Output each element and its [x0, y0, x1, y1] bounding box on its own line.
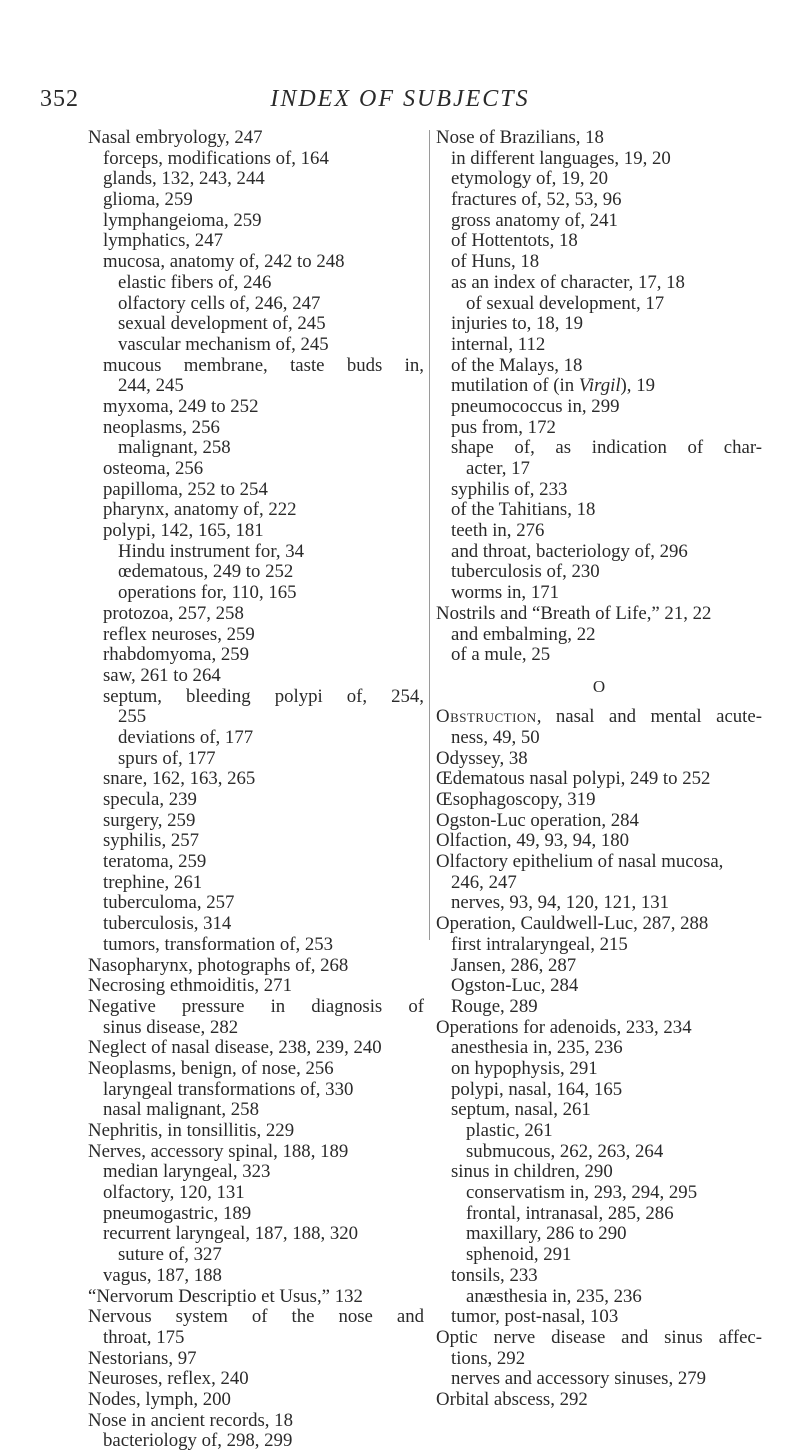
index-column-right — [436, 128, 762, 1411]
index-subentry: tuberculosis of, 230 — [451, 561, 600, 583]
index-subentry: internal, 112 — [451, 333, 546, 355]
index-entry-continuation: 255 — [118, 706, 147, 728]
index-subentry: lymphatics, 247 — [103, 230, 223, 252]
index-subentry: Hindu instrument for, 34 — [118, 540, 304, 562]
index-entry: Necrosing ethmoiditis, 271 — [88, 975, 292, 997]
index-subentry: anesthesia in, 235, 236 — [451, 1037, 623, 1059]
index-subentry: malignant, 258 — [118, 437, 231, 459]
index-subentry: sphenoid, 291 — [466, 1244, 572, 1266]
index-subentry: in different languages, 19, 20 — [451, 147, 671, 169]
index-subentry: of Hottentots, 18 — [451, 230, 578, 252]
index-subentry: deviations of, 177 — [118, 726, 254, 748]
index-subentry: median laryngeal, 323 — [103, 1161, 271, 1183]
index-subentry: elastic fibers of, 246 — [118, 271, 272, 293]
index-entry-continuation: throat, 175 — [103, 1326, 185, 1348]
entry-headword: Obstruction — [436, 706, 537, 728]
index-subentry: Jansen, 286, 287 — [451, 954, 577, 976]
index-subentry: mucous membrane, taste buds in, — [103, 354, 424, 376]
index-subentry: of sexual development, 17 — [466, 292, 665, 314]
index-subentry: polypi, 142, 165, 181 — [103, 520, 264, 542]
section-letter: O — [592, 676, 606, 696]
running-head: INDEX OF SUBJECTS — [270, 86, 530, 112]
index-entry-continuation: sinus disease, 282 — [103, 1016, 239, 1038]
index-subentry: recurrent laryngeal, 187, 188, 320 — [103, 1223, 359, 1245]
index-entry: Neoplasms, benign, of nose, 256 — [88, 1057, 334, 1079]
index-subentry: Rouge, 289 — [451, 995, 538, 1017]
index-entry: Olfaction, 49, 93, 94, 180 — [436, 830, 630, 852]
index-subentry: anæsthesia in, 235, 236 — [466, 1285, 642, 1307]
index-subentry: frontal, intranasal, 285, 286 — [466, 1202, 674, 1224]
index-subentry: trephine, 261 — [103, 871, 203, 893]
index-entry-continuation: acter, 17 — [466, 458, 530, 479]
index-subentry: tonsils, 233 — [451, 1264, 538, 1286]
index-subentry: rhabdomyoma, 259 — [103, 644, 250, 666]
index-subentry: nasal malignant, 258 — [103, 1099, 259, 1121]
index-subentry: of the Tahitians, 18 — [451, 499, 596, 521]
index-subentry: vagus, 187, 188 — [103, 1264, 222, 1286]
index-subentry: Ogston-Luc, 284 — [451, 975, 579, 997]
index-subentry: teeth in, 276 — [451, 520, 545, 542]
index-entry: Operations for adenoids, 233, 234 — [436, 1016, 692, 1038]
index-subentry: neoplasms, 256 — [103, 416, 220, 438]
index-entry: Ogston-Luc operation, 284 — [436, 809, 639, 831]
italic-title: Virgil — [578, 375, 621, 397]
index-subentry: olfactory, 120, 131 — [103, 1182, 245, 1204]
index-subentry: œdematous, 249 to 252 — [118, 561, 294, 583]
section-letter-heading — [436, 666, 762, 707]
index-subentry: worms in, 171 — [451, 582, 559, 604]
index-subentry: olfactory cells of, 246, 247 — [118, 292, 321, 314]
index-subentry: papilloma, 252 to 254 — [103, 478, 268, 500]
index-entry: Nasal embryology, 247 — [88, 127, 263, 148]
index-subentry: maxillary, 286 to 290 — [466, 1223, 627, 1245]
index-subentry: on hypophysis, 291 — [451, 1057, 598, 1079]
index-entry-continuation: tions, 292 — [451, 1347, 526, 1369]
index-subentry: suture of, 327 — [118, 1244, 222, 1266]
index-subentry: glands, 132, 243, 244 — [103, 168, 265, 190]
index-subentry: and throat, bacteriology of, 296 — [451, 540, 688, 562]
index-subentry: snare, 162, 163, 265 — [103, 768, 256, 790]
index-subentry: syphilis, 257 — [103, 830, 200, 852]
index-subentry: tumors, transformation of, 253 — [103, 933, 334, 955]
index-subentry: protozoa, 257, 258 — [103, 602, 244, 624]
index-subentry: specula, 239 — [103, 789, 197, 810]
page-number: 352 — [40, 86, 79, 112]
index-entry: Nose in ancient records, 18 — [88, 1409, 293, 1431]
index-subentry: tumor, post-nasal, 103 — [451, 1306, 619, 1328]
index-subentry: sexual development of, 245 — [118, 313, 326, 335]
index-subentry: operations for, 110, 165 — [118, 582, 297, 604]
index-subentry: septum, nasal, 261 — [451, 1099, 591, 1121]
index-entry: Olfactory epithelium of nasal mucosa, — [436, 851, 724, 873]
index-subentry: tuberculoma, 257 — [103, 892, 235, 914]
index-subentry: pneumogastric, 189 — [103, 1202, 252, 1224]
index-entry: Nose of Brazilians, 18 — [436, 127, 604, 148]
index-subentry: laryngeal transformations of, 330 — [103, 1078, 354, 1100]
page-header — [0, 0, 800, 130]
index-subentry: of Huns, 18 — [451, 251, 540, 273]
index-subentry: bacteriology of, 298, 299 — [103, 1430, 293, 1452]
index-subentry: nerves and accessory sinuses, 279 — [451, 1368, 707, 1390]
index-subentry: and embalming, 22 — [451, 623, 596, 645]
index-entry: Nephritis, in tonsillitis, 229 — [88, 1120, 295, 1141]
index-entry: “Nervorum Descriptio et Usus,” 132 — [88, 1285, 363, 1307]
index-subentry: forceps, modifications of, 164 — [103, 147, 329, 169]
index-entry: Odyssey, 38 — [436, 747, 528, 769]
column-divider — [429, 130, 430, 940]
index-subentry: mucosa, anatomy of, 242 to 248 — [103, 251, 345, 273]
index-subentry: tuberculosis, 314 — [103, 913, 232, 935]
index-entry: Neuroses, reflex, 240 — [88, 1368, 249, 1390]
index-entry: Nostrils and “Breath of Life,” 21, 22 — [436, 602, 712, 624]
index-subentry: spurs of, 177 — [118, 747, 216, 769]
index-subentry: myxoma, 249 to 252 — [103, 395, 259, 417]
index-entry: Operation, Cauldwell-Luc, 287, 288 — [436, 913, 709, 935]
index-subentry: of the Malays, 18 — [451, 354, 583, 376]
index-subentry: nerves, 93, 94, 120, 121, 131 — [451, 892, 670, 914]
index-entry: Nasopharynx, photographs of, 268 — [88, 954, 349, 976]
index-entry: Nestorians, 97 — [88, 1347, 197, 1369]
index-column-left — [88, 128, 424, 1452]
index-entry: Nerves, accessory spinal, 188, 189 — [88, 1140, 349, 1162]
index-subentry: glioma, 259 — [103, 189, 193, 211]
index-subentry: plastic, 261 — [466, 1120, 553, 1142]
index-subentry: polypi, nasal, 164, 165 — [451, 1078, 623, 1100]
index-subentry: submucous, 262, 263, 264 — [466, 1140, 664, 1162]
index-entry-continuation: 246, 247 — [451, 871, 517, 893]
index-subentry: conservatism in, 293, 294, 295 — [466, 1182, 698, 1204]
index-entry: Obstruction, nasal and mental acute- — [436, 706, 762, 728]
index-subentry: surgery, 259 — [103, 809, 196, 831]
index-subentry: etymology of, 19, 20 — [451, 168, 609, 190]
index-subentry: mutilation of (in Virgil), 19 — [451, 375, 655, 397]
index-entry-continuation: ness, 49, 50 — [451, 726, 540, 748]
index-entry: Œdematous nasal polypi, 249 to 252 — [436, 768, 711, 790]
index-subentry: as an index of character, 17, 18 — [451, 271, 685, 293]
index-subentry: saw, 261 to 264 — [103, 664, 221, 686]
index-entry: Orbital abscess, 292 — [436, 1388, 588, 1410]
index-subentry: first intralaryngeal, 215 — [451, 933, 628, 955]
index-subentry: pus from, 172 — [451, 416, 556, 438]
index-entry: Optic nerve disease and sinus affec- — [436, 1326, 762, 1348]
index-subentry: of a mule, 25 — [451, 644, 551, 666]
index-subentry: lymphangeioma, 259 — [103, 209, 262, 231]
index-subentry: syphilis of, 233 — [451, 478, 568, 500]
index-subentry: pneumococcus in, 299 — [451, 395, 620, 417]
index-subentry: osteoma, 256 — [103, 458, 204, 479]
index-subentry: sinus in children, 290 — [451, 1161, 613, 1183]
index-entry: Negative pressure in diagnosis of — [88, 995, 424, 1017]
index-subentry: fractures of, 52, 53, 96 — [451, 189, 622, 211]
index-subentry: vascular mechanism of, 245 — [118, 333, 329, 355]
index-entry: Nervous system of the nose and — [88, 1306, 424, 1328]
index-entry: Neglect of nasal disease, 238, 239, 240 — [88, 1037, 382, 1059]
index-subentry: pharynx, anatomy of, 222 — [103, 499, 297, 521]
index-subentry: gross anatomy of, 241 — [451, 209, 618, 231]
index-subentry: septum, bleeding polypi of, 254, — [103, 685, 424, 707]
index-entry-continuation: 244, 245 — [118, 375, 184, 397]
index-subentry: injuries to, 18, 19 — [451, 313, 583, 335]
index-subentry: shape of, as indication of char- — [451, 437, 762, 459]
index-entry: Nodes, lymph, 200 — [88, 1388, 231, 1410]
index-entry: Œsophagoscopy, 319 — [436, 789, 596, 811]
index-subentry: reflex neuroses, 259 — [103, 623, 255, 645]
index-subentry: teratoma, 259 — [103, 851, 207, 873]
